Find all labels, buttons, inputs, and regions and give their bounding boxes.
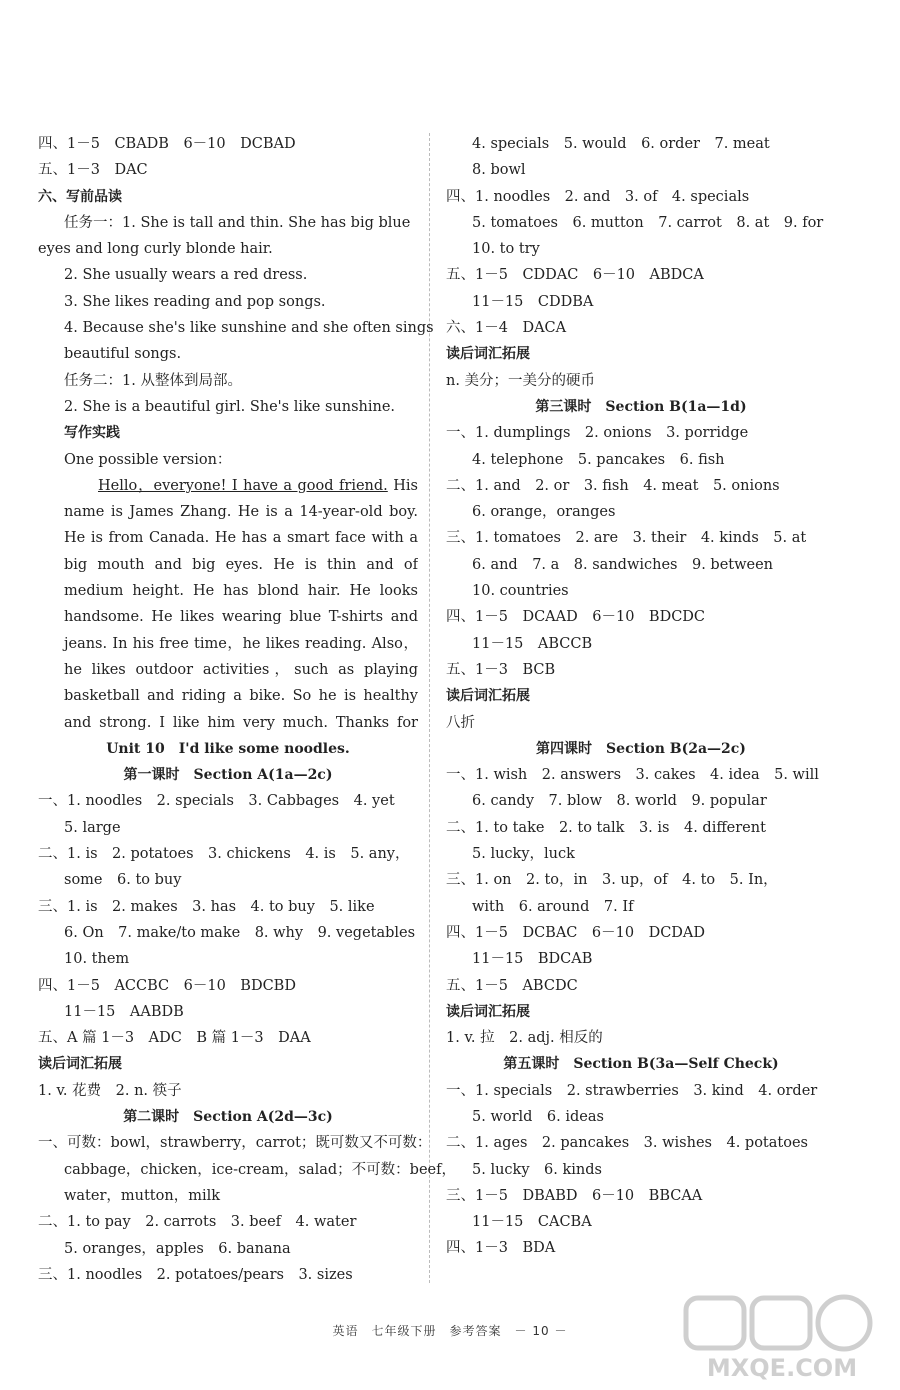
- section-heading: 六、写前品读: [38, 188, 122, 205]
- section-heading: 读后词汇拓展: [38, 1056, 122, 1073]
- answer-line: with 6. around 7. If: [472, 898, 634, 915]
- answer-line: 11－15 CACBA: [472, 1214, 592, 1231]
- answer-line: 三、1. noodles 2. potatoes/pears 3. sizes: [38, 1266, 353, 1283]
- answer-line: 二、1. and 2. or 3. fish 4. meat 5. onions: [446, 477, 780, 494]
- answer-line: 11－15 BDCAB: [472, 951, 593, 968]
- answer-line: 1. v. 拉 2. adj. 相反的: [446, 1030, 603, 1047]
- answer-line: 三、1. tomatoes 2. are 3. their 4. kinds 5. at: [446, 530, 807, 547]
- unit-title: Unit 10 I'd like some noodles.: [106, 740, 350, 757]
- answer-line: 11－15 CDDBA: [472, 293, 594, 310]
- lesson-title: 第一课时 Section A(1a—2c): [123, 767, 333, 784]
- answer-line: 四、1－5 DCBAC 6－10 DCDAD: [446, 924, 706, 941]
- answer-line: 四、1－5 CBADB 6－10 DCBAD: [38, 136, 296, 152]
- answer-line: 任务二：1. 从整体到局部。: [64, 372, 242, 389]
- answer-line: 二、1. ages 2. pancakes 3. wishes 4. potatoes: [446, 1135, 808, 1152]
- answer-line: 四、1－3 BDA: [446, 1240, 556, 1257]
- answer-line: 任务一：1. She is tall and thin. She has big blue: [64, 214, 411, 231]
- answer-line: 5. lucky 6. kinds: [472, 1161, 602, 1178]
- essay-body: His name is James Zhang. He is a 14-year-old boy. He is from Canada. He has a smart face with a big mouth and big eyes. He is thin and of medium height. He has blond hair. He looks handsome. He likes wearing blue T-shirts and jeans. In his free time，he likes reading. Also，he likes outdoor activities，such as playing basketball and riding a bike. So he is healthy and strong. I like him very much. Thanks for: [64, 477, 418, 731]
- answer-line: 4. specials 5. would 6. order 7. meat: [472, 136, 770, 152]
- watermark-text: MXQE.COM: [706, 1354, 858, 1382]
- section-heading: 读后词汇拓展: [446, 688, 530, 705]
- column-divider: [429, 133, 430, 1283]
- answer-line: 一、1. wish 2. answers 3. cakes 4. idea 5. will: [446, 767, 819, 784]
- answer-line: 三、1. on 2. to，in 3. up，of 4. to 5. In，: [446, 872, 778, 889]
- answer-line: 五、1－5 CDDAC 6－10 ABDCA: [446, 267, 704, 284]
- answer-line: 八折: [446, 714, 475, 731]
- lesson-title: 第三课时 Section B(1a—1d): [535, 398, 747, 415]
- lesson-title: 第二课时 Section A(2d—3c): [123, 1109, 333, 1126]
- answer-line: 11－15 ABCCB: [472, 635, 593, 652]
- answer-line: 四、1. noodles 2. and 3. of 4. specials: [446, 188, 750, 205]
- answer-line: 一、1. specials 2. strawberries 3. kind 4. order: [446, 1082, 818, 1099]
- essay-opening: Hello，everyone! I have a good friend.: [98, 477, 388, 494]
- answer-line: 二、1. to take 2. to talk 3. is 4. different: [446, 819, 766, 836]
- answer-line: 4. Because she's like sunshine and she often sings: [64, 320, 434, 337]
- answer-line: 4. telephone 5. pancakes 6. fish: [472, 451, 725, 468]
- answer-line: 二、1. to pay 2. carrots 3. beef 4. water: [38, 1214, 357, 1231]
- answer-line: 六、1－4 DACA: [446, 320, 567, 337]
- answer-line: 五、1－3 BCB: [446, 661, 556, 678]
- answer-line: 二、1. is 2. potatoes 3. chickens 4. is 5. any，: [38, 846, 410, 863]
- answer-line: 10. to try: [472, 241, 540, 258]
- answer-line: 三、1－5 DBABD 6－10 BBCAA: [446, 1187, 703, 1204]
- answer-line: 三、1. is 2. makes 3. has 4. to buy 5. like: [38, 898, 375, 915]
- answer-line: n. 美分；一美分的硬币: [446, 372, 596, 389]
- answer-line: 五、A 篇 1－3 ADC B 篇 1－3 DAA: [38, 1030, 311, 1047]
- answer-line: 5. large: [64, 819, 121, 836]
- page-footer: 英语 七年级下册 参考答案 － 10 －: [332, 1324, 568, 1338]
- answer-line: 10. countries: [472, 583, 569, 600]
- answer-line: 8. bowl: [472, 162, 526, 179]
- lesson-title: 第四课时 Section B(2a—2c): [536, 740, 746, 757]
- answer-line: 五、1－5 ABCDC: [446, 977, 578, 994]
- answer-line: 11－15 AABDB: [64, 1003, 184, 1020]
- answer-line: 6. candy 7. blow 8. world 9. popular: [472, 793, 767, 810]
- answer-line: 5. tomatoes 6. mutton 7. carrot 8. at 9. for: [472, 214, 824, 231]
- answer-line: beautiful songs.: [64, 346, 182, 363]
- section-heading: 写作实践: [64, 425, 120, 442]
- answer-line: 6. orange，oranges: [472, 504, 616, 521]
- answer-line: cabbage，chicken，ice-cream，salad；不可数：beef，: [64, 1161, 456, 1178]
- sample-essay: [38, 473, 418, 736]
- answer-line: 5. lucky，luck: [472, 846, 575, 863]
- left-column: [38, 131, 456, 1288]
- answer-line: 3. She likes reading and pop songs.: [64, 293, 326, 310]
- answer-line: 一、1. dumplings 2. onions 3. porridge: [446, 425, 749, 442]
- answer-line: 5. oranges，apples 6. banana: [64, 1240, 291, 1257]
- answer-line: 6. and 7. a 8. sandwiches 9. between: [472, 556, 774, 573]
- answer-line: 一、可数：bowl，strawberry，carrot；既可数又不可数：: [38, 1135, 432, 1152]
- section-heading: 读后词汇拓展: [446, 346, 530, 363]
- answer-line: eyes and long curly blonde hair.: [38, 241, 273, 258]
- answer-line: 6. On 7. make/to make 8. why 9. vegetables: [64, 924, 416, 941]
- lesson-title: 第五课时 Section B(3a—Self Check): [503, 1056, 779, 1073]
- answer-line: 10. them: [64, 951, 130, 968]
- answer-line: some 6. to buy: [64, 872, 182, 889]
- answer-line: 2. She usually wears a red dress.: [64, 267, 308, 284]
- answer-line: 四、1－5 DCAAD 6－10 BDCDC: [446, 609, 706, 626]
- answer-line: 四、1－5 ACCBC 6－10 BDCBD: [38, 977, 296, 994]
- answer-line: 1. v. 花费 2. n. 筷子: [38, 1082, 182, 1099]
- answer-line: 一、1. noodles 2. specials 3. Cabbages 4. yet: [38, 793, 395, 810]
- answer-line: 五、1－3 DAC: [38, 162, 148, 179]
- section-heading: 读后词汇拓展: [446, 1003, 530, 1020]
- answer-line: water，mutton，milk: [64, 1187, 221, 1204]
- answer-line: One possible version：: [64, 451, 232, 468]
- right-column: [446, 131, 836, 1262]
- answer-line: 5. world 6. ideas: [472, 1108, 604, 1125]
- answer-line: 2. She is a beautiful girl. She's like sunshine.: [64, 398, 396, 415]
- watermark-logo: [682, 1294, 882, 1382]
